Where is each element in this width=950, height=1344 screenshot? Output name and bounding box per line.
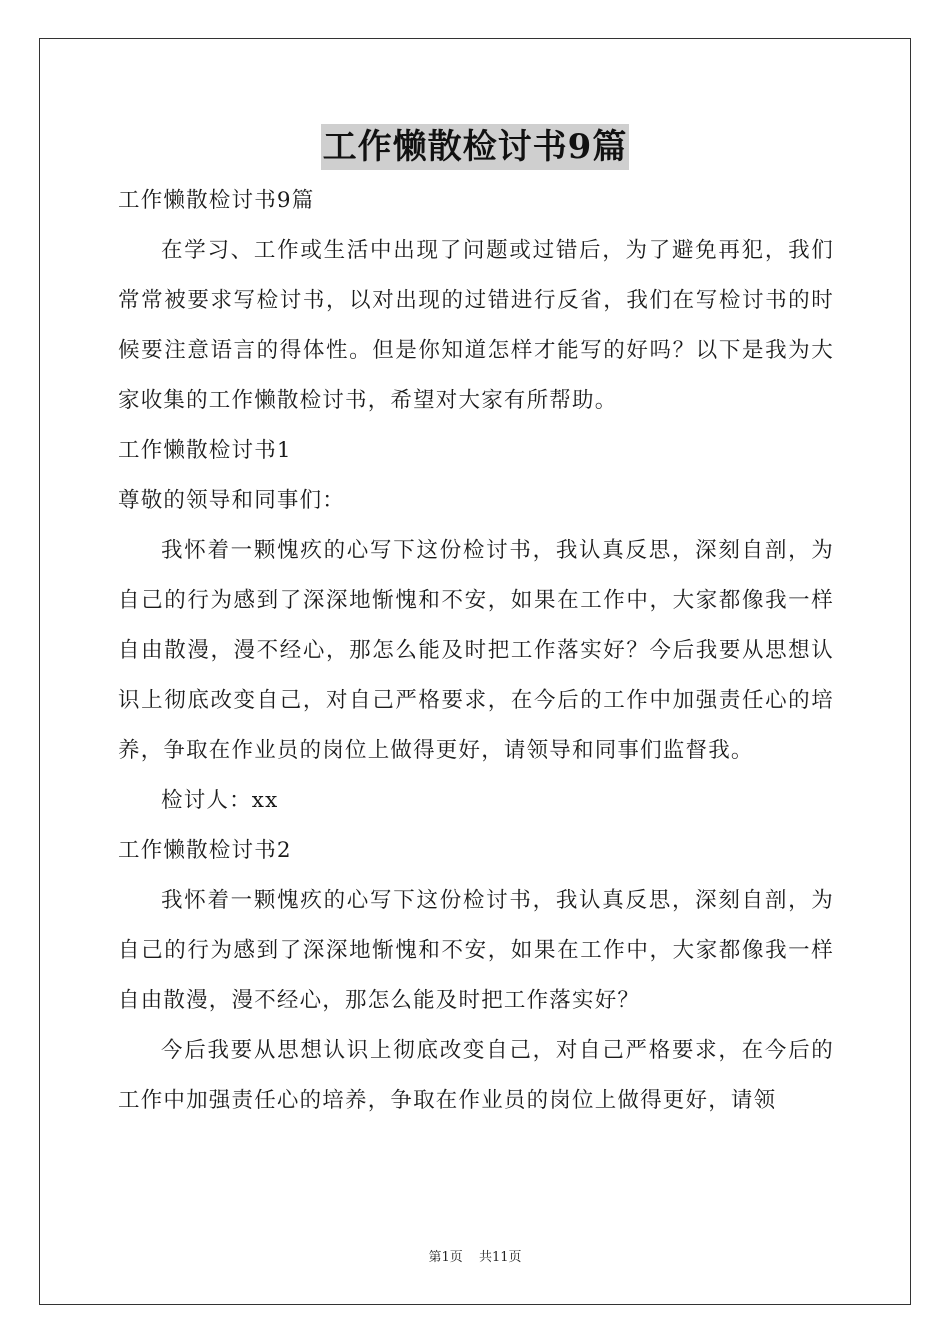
page-number: 第1页 (428, 1250, 463, 1265)
paragraph-body-1: 我怀着一颗愧疚的心写下这份检讨书，我认真反思，深刻自剖，为自己的行为感到了深深地惭愧和不安，如果在工作中，大家都像我一样自由散漫，漫不经心，那怎么能及时把工作落实好？今后我要从思想认识上彻底改变自己，对自己严格要求，在今后的工作中加强责任心的培养，争取在作业员的岗位上做得更好，请领导和同事们监督我。 (118, 538, 834, 763)
paragraph-body-2a: 我怀着一颗愧疚的心写下这份检讨书，我认真反思，深刻自剖，为自己的行为感到了深深地惭愧和不安，如果在工作中，大家都像我一样自由散漫，漫不经心，那怎么能及时把工作落实好？ (118, 888, 834, 1013)
signature-line: 检讨人：xx (161, 788, 279, 813)
document-title: 工作懒散检讨书9篇 (321, 124, 630, 170)
paragraph-body-2b: 今后我要从思想认识上彻底改变自己，对自己严格要求，在今后的工作中加强责任心的培养，争取在作业员的岗位上做得更好，请领 (118, 1038, 834, 1113)
section-heading-2: 工作懒散检讨书2 (118, 838, 292, 863)
paragraph-intro: 在学习、工作或生活中出现了问题或过错后，为了避免再犯，我们常常被要求写检讨书，以对出现的过错进行反省，我们在写检讨书的时候要注意语言的得体性。但是你知道怎样才能写的好吗？以下是我为大家收集的工作懒散检讨书，希望对大家有所帮助。 (118, 238, 834, 413)
document-body (118, 176, 834, 1126)
page-total: 共11页 (478, 1250, 522, 1265)
paragraph-subtitle: 工作懒散检讨书9篇 (118, 188, 315, 213)
salutation: 尊敬的领导和同事们： (118, 488, 346, 513)
title-container (0, 124, 950, 170)
page-footer (0, 1246, 950, 1265)
section-heading-1: 工作懒散检讨书1 (118, 438, 292, 463)
